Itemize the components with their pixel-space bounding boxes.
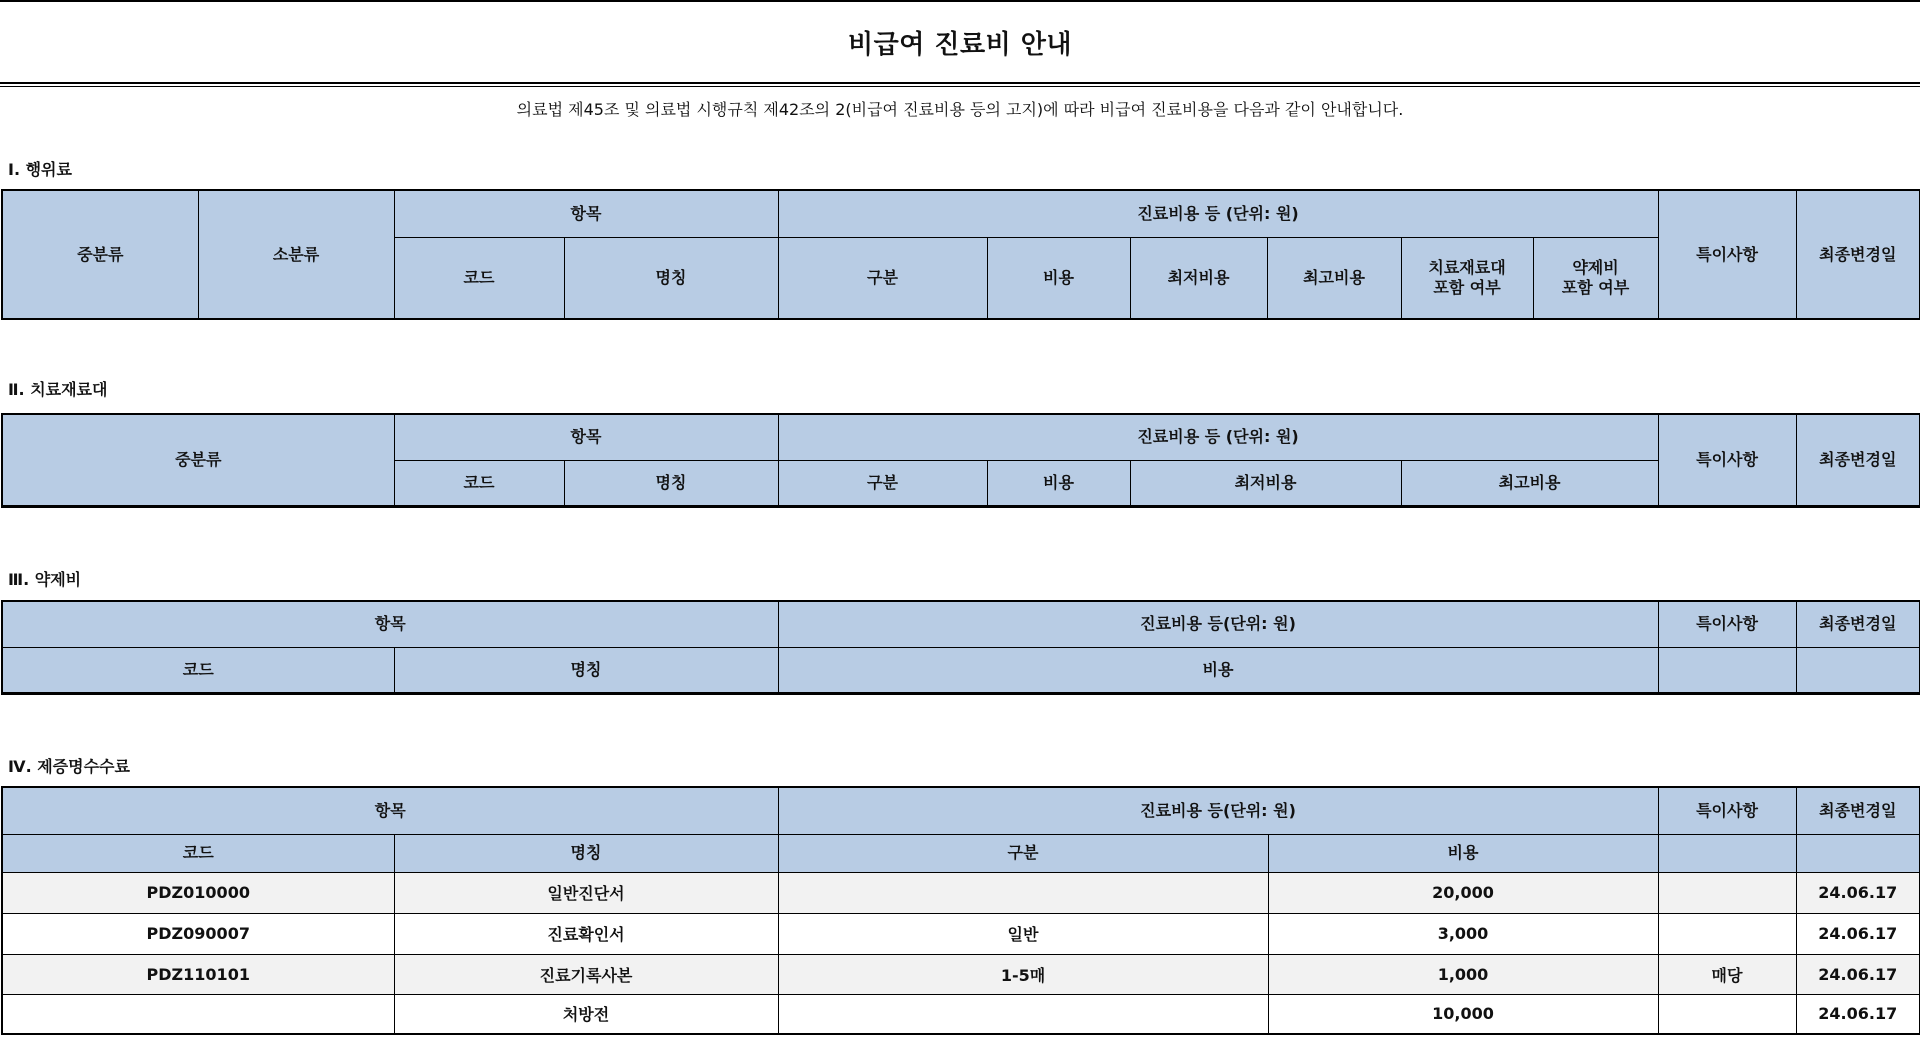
- header-remarks-empty: [1658, 834, 1796, 872]
- cell-cost: 1,000: [1268, 954, 1658, 994]
- cell-last-modified: 24.06.17: [1796, 913, 1920, 954]
- header-mid-category: 중분류: [2, 414, 394, 506]
- cell-name: 처방전: [394, 994, 778, 1034]
- cell-code: PDZ110101: [2, 954, 394, 994]
- header-last-modified: 최종변경일: [1796, 601, 1920, 647]
- cell-name: 진료확인서: [394, 913, 778, 954]
- cell-code: PDZ090007: [2, 913, 394, 954]
- header-name: 명칭: [394, 647, 778, 693]
- header-name: 명칭: [564, 237, 778, 319]
- header-code: 코드: [394, 460, 564, 506]
- table-row: [2, 954, 1920, 994]
- header-max-cost: 최고비용: [1267, 237, 1401, 319]
- cell-division: 1-5매: [778, 954, 1268, 994]
- header-division: 구분: [778, 834, 1268, 872]
- header-drug-included-line1: 약제비: [1572, 257, 1619, 277]
- header-code: 코드: [394, 237, 564, 319]
- table-row: [2, 872, 1920, 913]
- header-sub-category: 소분류: [198, 190, 394, 319]
- header-cost: 비용: [987, 460, 1130, 506]
- title-divider: [0, 82, 1920, 87]
- top-border: [0, 0, 1920, 2]
- header-cost: 비용: [778, 647, 1658, 693]
- header-cost: 비용: [1268, 834, 1658, 872]
- procedure-fees-table: [1, 189, 1920, 320]
- header-material-included-line2: 포함 여부: [1433, 277, 1501, 297]
- cell-last-modified: 24.06.17: [1796, 954, 1920, 994]
- legal-notice: 의료법 제45조 및 의료법 시행규칙 제42조의 2(비급여 진료비용 등의 고지)에 따라 비급여 진료비용을 다음과 같이 안내합니다.: [516, 100, 1404, 119]
- header-cost-group: 진료비용 등(단위: 원): [778, 601, 1658, 647]
- cell-cost: 10,000: [1268, 994, 1658, 1034]
- header-code: 코드: [2, 834, 394, 872]
- header-division: 구분: [778, 237, 987, 319]
- header-last-modified: 최종변경일: [1796, 787, 1920, 834]
- header-mid-category: 중분류: [2, 190, 198, 319]
- header-last-modified: 최종변경일: [1796, 190, 1920, 319]
- header-code: 코드: [2, 647, 394, 693]
- header-material-included: [1401, 237, 1533, 319]
- table-row: [2, 913, 1920, 954]
- cell-remarks: [1658, 913, 1796, 954]
- header-last-modified: 최종변경일: [1796, 414, 1920, 506]
- cell-division: [778, 872, 1268, 913]
- cell-last-modified: 24.06.17: [1796, 994, 1920, 1034]
- header-max-cost: 최고비용: [1401, 460, 1658, 506]
- cell-remarks: 매당: [1658, 954, 1796, 994]
- header-item: 항목: [394, 190, 778, 237]
- cell-last-modified: 24.06.17: [1796, 872, 1920, 913]
- header-last-modified-empty: [1796, 647, 1920, 693]
- section-heading-material-fees: Ⅱ. 치료재료대: [8, 380, 108, 399]
- header-remarks: 특이사항: [1658, 190, 1796, 319]
- section-heading-certificate-fees: Ⅳ. 제증명수수료: [8, 757, 130, 776]
- header-drug-included: [1533, 237, 1658, 319]
- certificate-fees-table: [1, 786, 1920, 1035]
- material-fees-table: [1, 413, 1920, 508]
- header-cost-group: 진료비용 등 (단위: 원): [778, 190, 1658, 237]
- header-division: 구분: [778, 460, 987, 506]
- header-cost-group: 진료비용 등(단위: 원): [778, 787, 1658, 834]
- cell-name: 진료기록사본: [394, 954, 778, 994]
- header-last-modified-empty: [1796, 834, 1920, 872]
- header-cost: 비용: [987, 237, 1130, 319]
- header-name: 명칭: [394, 834, 778, 872]
- cell-code: PDZ010000: [2, 872, 394, 913]
- header-min-cost: 최저비용: [1130, 460, 1401, 506]
- table-row: [2, 994, 1920, 1034]
- section-heading-drug-fees: Ⅲ. 약제비: [8, 570, 82, 589]
- cell-cost: 20,000: [1268, 872, 1658, 913]
- header-remarks: 특이사항: [1658, 414, 1796, 506]
- cell-division: 일반: [778, 913, 1268, 954]
- cell-name: 일반진단서: [394, 872, 778, 913]
- section-heading-procedure-fees: Ⅰ. 행위료: [8, 160, 72, 179]
- cell-code: [2, 994, 394, 1034]
- header-material-included-line1: 치료재료대: [1428, 257, 1506, 277]
- cell-division: [778, 994, 1268, 1034]
- cell-cost: 3,000: [1268, 913, 1658, 954]
- header-remarks-empty: [1658, 647, 1796, 693]
- header-item: 항목: [2, 787, 778, 834]
- cell-remarks: [1658, 872, 1796, 913]
- header-cost-group: 진료비용 등 (단위: 원): [778, 414, 1658, 460]
- page-title: 비급여 진료비 안내: [847, 30, 1073, 60]
- header-item: 항목: [2, 601, 778, 647]
- header-remarks: 특이사항: [1658, 601, 1796, 647]
- header-item: 항목: [394, 414, 778, 460]
- header-remarks: 특이사항: [1658, 787, 1796, 834]
- header-min-cost: 최저비용: [1130, 237, 1267, 319]
- drug-fees-table: [1, 600, 1920, 695]
- cell-remarks: [1658, 994, 1796, 1034]
- header-name: 명칭: [564, 460, 778, 506]
- header-drug-included-line2: 포함 여부: [1561, 277, 1630, 297]
